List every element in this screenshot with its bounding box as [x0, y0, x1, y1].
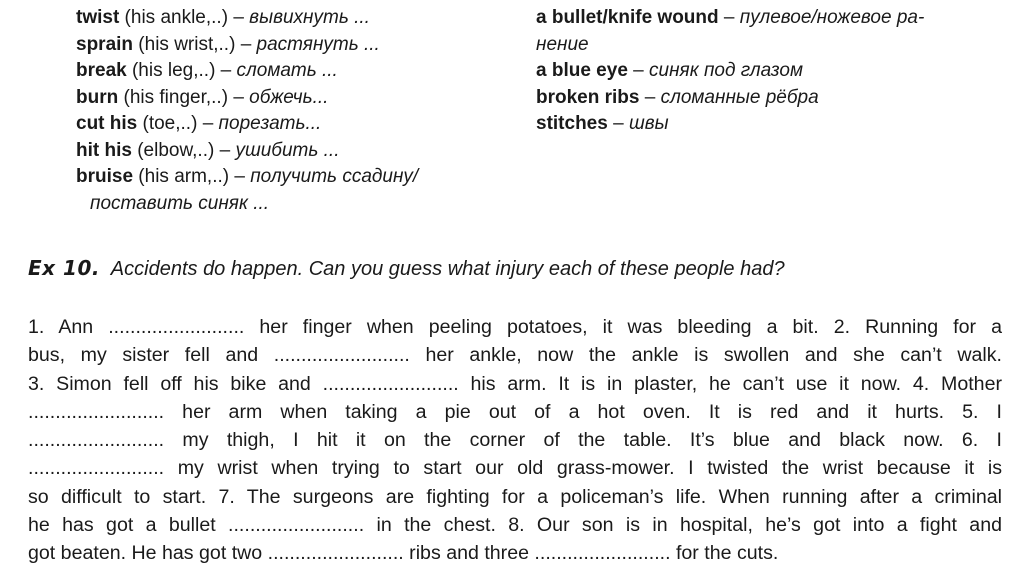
vocab-term: burn — [76, 86, 119, 108]
vocab-item — [76, 5, 496, 32]
vocab-term: hit his — [76, 139, 132, 161]
vocab-translation: вывихнуть ... — [249, 7, 370, 28]
vocab-item — [76, 58, 496, 85]
vocab-term: break — [76, 60, 127, 81]
vocab-dash: – — [215, 60, 237, 81]
vocab-list-left — [76, 5, 496, 217]
exercise-line: 3. Simon fell off his bike and ......................... his arm. It is in plaster, he can’t use it now. 4. Mother — [28, 372, 1002, 395]
vocab-context: (his arm,..) — [133, 166, 230, 187]
vocab-list-right — [536, 5, 1006, 138]
vocab-item — [76, 138, 496, 165]
exercise-instruction: Accidents do happen. Can you guess what injury each of these people had? — [110, 258, 785, 280]
vocab-context: (his wrist,..) — [133, 33, 236, 55]
vocab-translation: сломанные рёбра — [660, 86, 819, 108]
vocab-translation: ушибить ... — [235, 139, 340, 161]
vocab-item — [76, 164, 496, 191]
vocab-dash: – — [228, 86, 250, 108]
vocab-translation: обжечь... — [249, 86, 329, 108]
vocab-item — [76, 111, 496, 138]
vocab-dash: – — [627, 60, 650, 81]
exercise-line: ......................... my wrist when trying to start our old grass-mower. I twisted the wrist because it is — [28, 457, 1002, 480]
vocab-term: a blue eye — [536, 60, 628, 81]
exercise-label: Ex 10. — [28, 256, 100, 280]
vocab-dash: – — [607, 113, 629, 134]
vocab-context: (his leg,..) — [126, 60, 216, 81]
vocab-term: bruise — [76, 166, 134, 187]
exercise-line: 1. Ann ......................... her finger when peeling potatoes, it was bleeding a bit. 2. Running for a — [28, 316, 1002, 338]
vocab-translation: порезать... — [218, 113, 322, 134]
vocab-item — [536, 85, 1006, 112]
vocab-dash: – — [197, 113, 219, 134]
exercise-text — [28, 313, 1002, 568]
vocab-translation: получить ссадину/ — [250, 166, 419, 187]
vocab-translation: сломать ... — [236, 60, 338, 81]
vocab-translation: синяк под глазом — [649, 60, 803, 81]
vocab-dash: – — [639, 86, 661, 108]
vocab-translation: пулевое/ножевое ра- — [739, 7, 925, 28]
vocab-item — [536, 5, 1006, 32]
vocab-term: a bullet/knife wound — [536, 7, 719, 28]
vocab-term: stitches — [536, 113, 608, 134]
vocab-dash: – — [214, 139, 236, 161]
vocab-translation: растянуть ... — [256, 33, 380, 55]
vocab-dash: – — [235, 33, 257, 55]
vocab-term: broken ribs — [536, 86, 640, 108]
vocab-item — [76, 32, 496, 59]
vocab-item — [536, 111, 1006, 138]
vocab-context: (elbow,..) — [131, 139, 215, 161]
exercise-line: ......................... her arm when taking a pie out of a hot oven. It is red and it hurts. 5. I — [28, 400, 1002, 423]
vocab-context: (toe,..) — [137, 113, 198, 134]
vocab-item — [536, 58, 1006, 85]
exercise-line: got beaten. He has got two ......................... ribs and three ......................... for the cuts. — [28, 542, 779, 565]
vocab-context: (his ankle,..) — [119, 7, 229, 28]
vocab-dash: – — [228, 7, 250, 28]
exercise-line: so difficult to start. 7. The surgeons are fighting for a policeman’s life. When running after a criminal — [28, 485, 1002, 508]
vocab-continuation: поставить синяк ... — [90, 192, 270, 214]
vocab-translation: швы — [628, 113, 669, 134]
exercise-heading — [28, 256, 1008, 281]
vocab-term: cut his — [76, 113, 138, 134]
vocab-dash: – — [718, 7, 740, 28]
exercise-line: he has got a bullet ......................... in the chest. 8. Our son is in hospital, he’s got into a fight and — [28, 514, 1002, 537]
vocab-context: (his finger,..) — [118, 86, 229, 108]
vocab-term: twist — [76, 7, 120, 28]
exercise-line: ......................... my thigh, I hit it on the corner of the table. It’s blue and black now. 6. I — [28, 429, 1002, 452]
vocab-term: sprain — [76, 33, 134, 55]
exercise-line: bus, my sister fell and ......................... her ankle, now the ankle is swollen and she can’t walk. — [28, 344, 1002, 367]
vocab-dash: – — [229, 166, 251, 187]
vocab-translation-continuation: нение — [536, 33, 589, 55]
vocab-item — [76, 85, 496, 112]
